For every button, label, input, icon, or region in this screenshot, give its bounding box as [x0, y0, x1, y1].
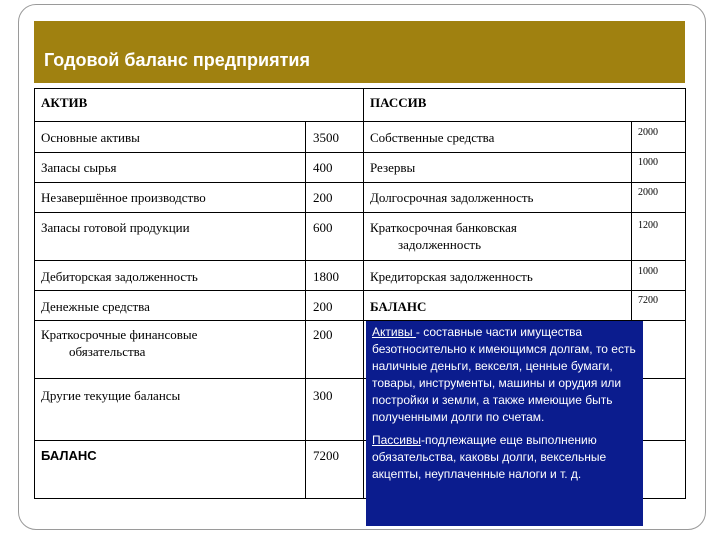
liability-total-label: БАЛАНС — [364, 291, 632, 321]
asset-value: 3500 — [306, 122, 364, 153]
liabilities-definition-text: -подлежащие еще выполнению обязательства, каковы долги, вексельные акцепты, неуплаченные налоги и т. д. — [372, 433, 607, 481]
liability-name — [364, 213, 632, 261]
liability-name: Кредиторская задолженность — [364, 261, 632, 291]
assets-definition-text: - составные части имущества безотносительно к имеющимся долгам, то есть наличные деньги, векселя, ценные бумаги, товары, инструменты, машины и орудия или постройки и земли, а также имеющие быть полученными долги по счетам. — [372, 325, 636, 424]
asset-total-label: БАЛАНС — [35, 441, 306, 499]
liability-name: Долгосрочная задолженность — [364, 183, 632, 213]
asset-name: Основные активы — [35, 122, 306, 153]
asset-name-line1: Краткосрочные финансовые — [41, 327, 198, 342]
table-row — [35, 213, 686, 261]
liability-value: 1200 — [632, 213, 686, 261]
liabilities-term: Пассивы — [372, 433, 422, 447]
asset-name: Денежные средства — [35, 291, 306, 321]
asset-name: Дебиторская задолженность — [35, 261, 306, 291]
asset-name: Запасы готовой продукции — [35, 213, 306, 261]
asset-value: 400 — [306, 153, 364, 183]
assets-header: АКТИВ — [35, 89, 364, 122]
liability-name: Резервы — [364, 153, 632, 183]
table-header-row — [35, 89, 686, 122]
liability-name-line2: задолженность — [398, 237, 482, 252]
asset-name: Запасы сырья — [35, 153, 306, 183]
table-row — [35, 153, 686, 183]
page-title: Годовой баланс предприятия — [44, 50, 310, 70]
definitions-note — [366, 321, 643, 526]
liabilities-definition — [372, 432, 638, 483]
asset-value: 1800 — [306, 261, 364, 291]
liability-total-value: 7200 — [632, 291, 686, 321]
asset-value: 200 — [306, 183, 364, 213]
table-row — [35, 122, 686, 153]
assets-definition — [372, 324, 638, 426]
assets-term: Активы — [372, 325, 416, 339]
liability-value: 1000 — [632, 153, 686, 183]
table-row — [35, 183, 686, 213]
liability-name: Собственные средства — [364, 122, 632, 153]
asset-name: Незавершённое производство — [35, 183, 306, 213]
asset-total-value: 7200 — [306, 441, 364, 499]
asset-name-line2: обязательства — [69, 344, 146, 359]
liabilities-header: ПАССИВ — [364, 89, 686, 122]
liability-value: 1000 — [632, 261, 686, 291]
title-bar — [34, 21, 685, 83]
asset-value: 300 — [306, 379, 364, 441]
liability-value: 2000 — [632, 122, 686, 153]
asset-value: 200 — [306, 321, 364, 379]
table-row — [35, 291, 686, 321]
asset-name: Другие текущие балансы — [35, 379, 306, 441]
asset-value: 600 — [306, 213, 364, 261]
asset-name — [35, 321, 306, 379]
liability-name-line1: Краткосрочная банковская — [370, 220, 517, 235]
asset-value: 200 — [306, 291, 364, 321]
table-row — [35, 261, 686, 291]
liability-value: 2000 — [632, 183, 686, 213]
